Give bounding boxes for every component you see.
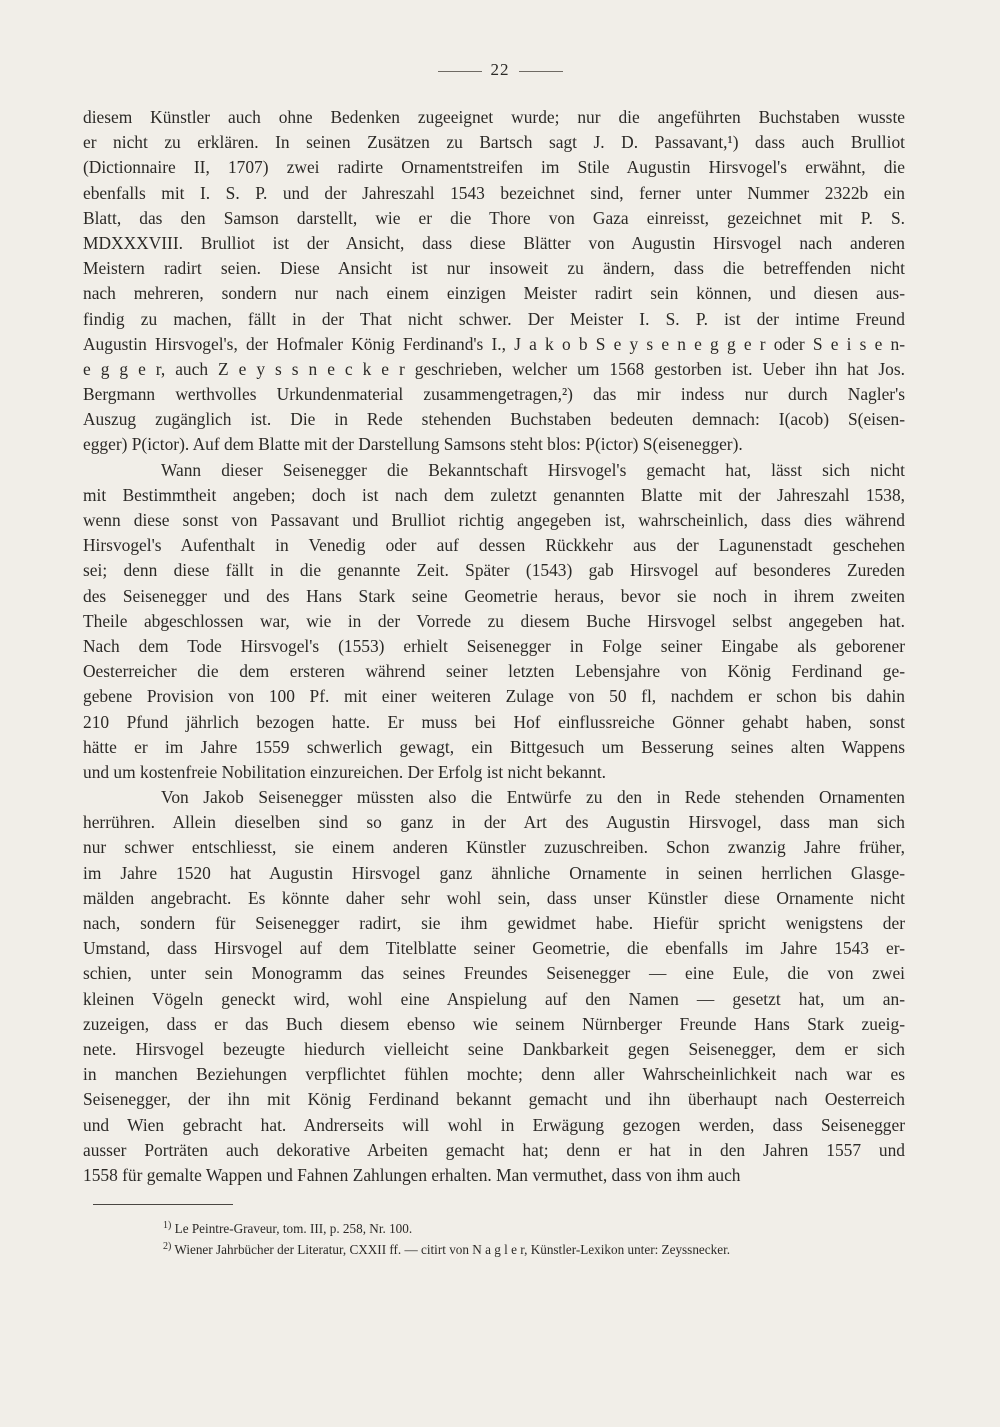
- text-line: Oesterreicher die dem ersteren während seiner letzten Lebensjahre von König Ferdinand ge-: [83, 661, 905, 682]
- text-line: 1558 für gemalte Wappen und Fahnen Zahlungen erhalten. Man vermuthet, dass von ihm auch: [83, 1164, 741, 1185]
- text-line: Wann dieser Seisenegger die Bekanntschaft Hirsvogel's gemacht hat, lässt sich nicht: [161, 459, 905, 480]
- header-rule-right: [519, 71, 563, 72]
- page-number: 22: [490, 60, 510, 79]
- text-line: Blatt, das den Samson darstellt, wie er die Thore von Gaza einreisst, gezeichnet mit P. S.: [83, 207, 905, 228]
- page-number-header: [0, 60, 1000, 80]
- text-line: nach mehreren, sondern nur nach einem einzigen Meister radirt sein können, und diesen aus-: [83, 283, 905, 304]
- text-line: Von Jakob Seisenegger müssten also die Entwürfe zu den in Rede stehenden Ornamenten: [161, 787, 905, 808]
- text-line: gebene Provision von 100 Pf. mit einer weiteren Zulage von 50 fl, nachdem er schon bis dahin: [83, 686, 905, 707]
- text-line: (Dictionnaire II, 1707) zwei radirte Ornamentstreifen im Stile Augustin Hirsvogel's erwähnt, die: [83, 157, 905, 178]
- text-line: in manchen Beziehungen verpflichtet fühlen mochte; denn aller Wahrscheinlichkeit nach war es: [83, 1064, 905, 1085]
- text-line: MDXXXVIII. Brulliot ist der Ansicht, dass diese Blätter von Augustin Hirsvogel nach anderen: [83, 232, 905, 253]
- text-line: hätte er im Jahre 1559 schwerlich gewagt, ein Bittgesuch um Besserung seines alten Wappens: [83, 736, 905, 757]
- text-line: nur schwer entschliesst, sie einem anderen Künstler zuzuschreiben. Schon zwanzig Jahre früher,: [83, 837, 905, 858]
- text-line: mälden angebracht. Es könnte daher sehr wohl sein, dass unser Künstler diese Ornamente nicht: [83, 887, 905, 908]
- text-line: Auszug zugänglich ist. Die in Rede stehenden Buchstaben bedeuten demnach: I(acob) S(eisen-: [83, 409, 905, 430]
- text-line: nete. Hirsvogel bezeugte hiedurch vielleicht seine Dankbarkeit gegen Seisenegger, dem er sich: [83, 1038, 905, 1059]
- text-line: nach, sondern für Seisenegger radirt, sie ihm gewidmet habe. Hiefür spricht wenigstens der: [83, 913, 905, 933]
- text-line: 210 Pfund jährlich bezogen hatte. Er muss bei Hof einflussreiche Gönner gehabt haben, sonst: [83, 711, 905, 732]
- text-line: wenn diese sonst von Passavant und Brulliot richtig angegeben ist, wahrscheinlich, dass dies während: [83, 510, 905, 530]
- text-line: egger) P(ictor). Auf dem Blatte mit der Darstellung Samsons steht blos: P(ictor) S(eisenegger).: [83, 434, 743, 455]
- text-line: des Seisenegger und des Hans Stark seine Geometrie heraus, bevor sie noch in ihrem zweiten: [83, 585, 905, 606]
- footnote-text: Wiener Jahrbücher der Literatur, CXXII ff. — citirt von N a g l e r, Künstler-Lexikon unter: Zeyssnecker.: [174, 1242, 731, 1257]
- text-line: kleinen Vögeln geneckt wird, wohl eine Anspielung auf den Namen — gesetzt hat, um an-: [83, 988, 905, 1009]
- body-text: [83, 105, 905, 1188]
- text-line: Hirsvogel's Aufenthalt in Venedig oder auf dessen Rückkehr aus der Lagunenstadt geschehen: [83, 535, 905, 556]
- text-line: Nach dem Tode Hirsvogel's (1553) erhielt Seisenegger in Folge seiner Eingabe als geborener: [83, 635, 905, 656]
- footnote: [163, 1218, 730, 1239]
- text-line: Bergmann werthvolles Urkundenmaterial zusammengetragen,²) das mir indess nur durch Nagler's: [83, 384, 905, 405]
- footnote-rule: [93, 1204, 233, 1205]
- text-line: Theile abgeschlossen war, wie in der Vorrede zu diesem Buche Hirsvogel selbst angegeben hat.: [83, 610, 905, 631]
- text-line: mit Bestimmtheit angeben; doch ist nach dem zuletzt genannten Blatte mit der Jahreszahl 1538,: [83, 484, 905, 505]
- text-line: Meistern radirt seien. Diese Ansicht ist nur insoweit zu ändern, dass die betreffenden nicht: [83, 258, 905, 279]
- text-line: und Wien gebracht hat. Andrerseits will wohl in Erwägung gezogen werden, dass Seisenegger: [83, 1114, 905, 1135]
- footnote-text: Le Peintre-Graveur, tom. III, p. 258, Nr. 100.: [174, 1221, 413, 1236]
- text-line: Seisenegger, der ihn mit König Ferdinand bekannt gemacht und ihn überhaupt nach Oesterreich: [83, 1089, 905, 1110]
- text-line: schien, unter sein Monogramm das seines Freundes Seisenegger — eine Eule, die von zwei: [83, 963, 905, 984]
- text-line: sei; denn diese fällt in die genannte Zeit. Später (1543) gab Hirsvogel auf besonderes Zureden: [83, 560, 905, 581]
- text-line: zuzeigen, dass er das Buch diesem ebenso wie seinem Nürnberger Freunde Hans Stark zueig-: [83, 1013, 905, 1034]
- text-line: Umstand, dass Hirsvogel auf dem Titelblatte seiner Geometrie, die ebenfalls im Jahre 1543 er-: [83, 938, 905, 959]
- text-line: ebenfalls mit I. S. P. und der Jahreszahl 1543 bezeichnet sind, ferner unter Nummer 2322b ein: [83, 182, 905, 203]
- text-line: findig zu machen, fällt in der That nicht schwer. Der Meister I. S. P. ist der intime Freund: [83, 308, 905, 329]
- text-line: ausser Porträten auch dekorative Arbeiten gemacht hat; denn er hat in den Jahren 1557 und: [83, 1139, 905, 1160]
- header-rule-left: [438, 71, 482, 72]
- text-line: e g g e r, auch Z e y s s n e c k e r geschrieben, welcher um 1568 gestorben ist. Ueber ihn hat Jos.: [83, 358, 905, 379]
- text-line: er nicht zu erklären. In seinen Zusätzen zu Bartsch sagt J. D. Passavant,¹) dass auch Brulliot: [83, 132, 905, 153]
- footnote-marker: 1): [163, 1220, 172, 1231]
- footnote-marker: 2): [163, 1241, 172, 1252]
- text-line: herrühren. Allein dieselben sind so ganz in der Art des Augustin Hirsvogel, dass man sich: [83, 812, 905, 833]
- footnotes: [163, 1218, 730, 1260]
- footnote: [163, 1239, 730, 1260]
- text-line: und um kostenfreie Nobilitation einzureichen. Der Erfolg ist nicht bekannt.: [83, 761, 607, 782]
- text-line: diesem Künstler auch ohne Bedenken zugeeignet wurde; nur die angeführten Buchstaben wusste: [83, 107, 905, 127]
- text-line: im Jahre 1520 hat Augustin Hirsvogel ganz ähnliche Ornamente in seinen herrlichen Glasge-: [83, 862, 905, 883]
- text-line: Augustin Hirsvogel's, der Hofmaler König Ferdinand's I., J a k o b S e y s e n e g g e r oder S e i s e n-: [83, 333, 905, 354]
